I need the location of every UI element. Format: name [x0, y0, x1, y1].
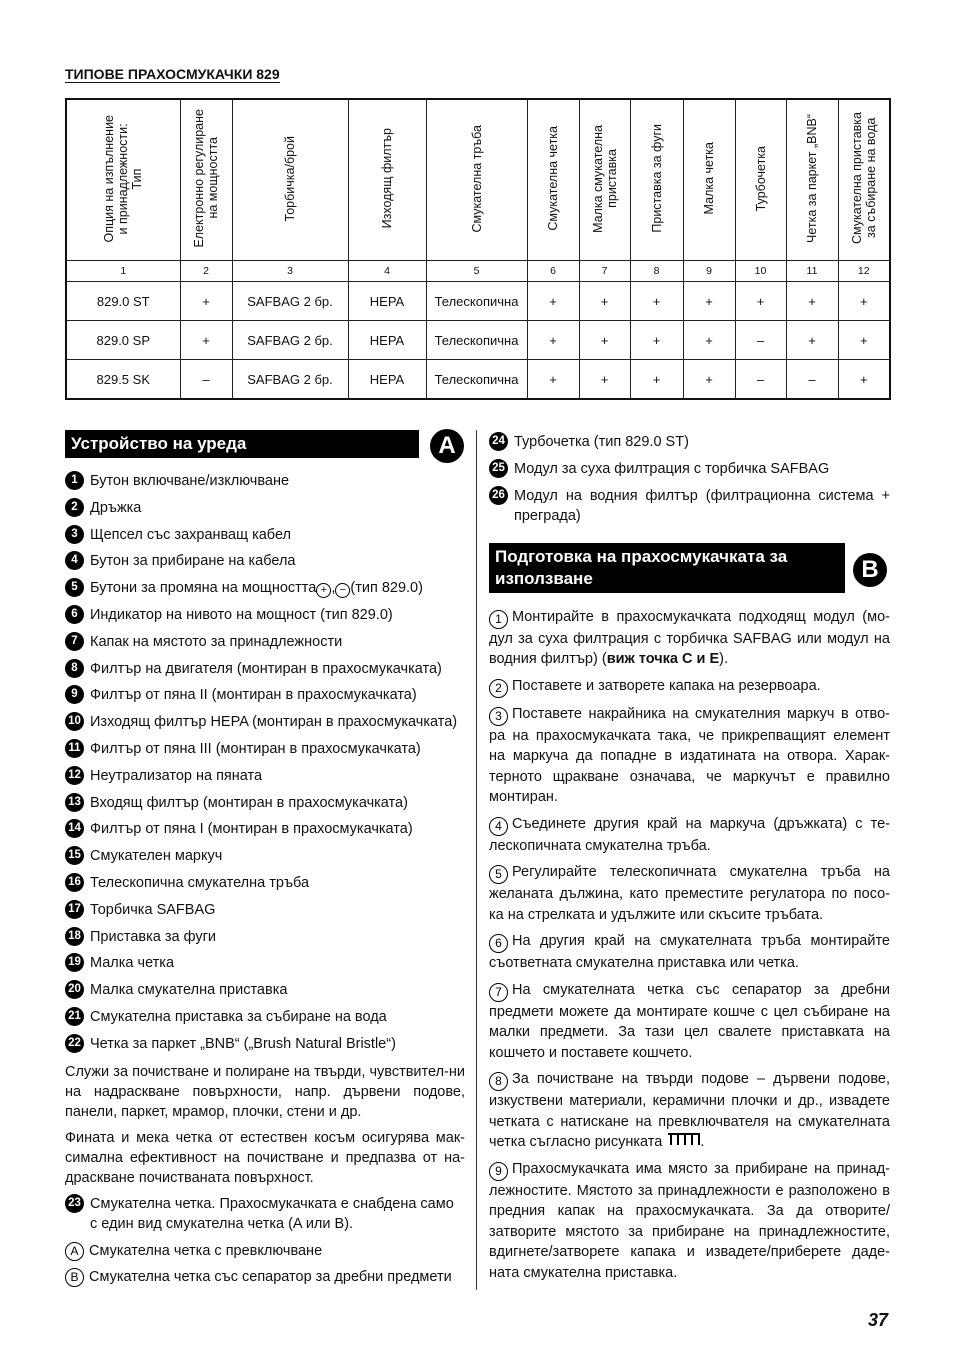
column-number: 3 [232, 261, 348, 282]
plus-circle-icon: + [316, 583, 331, 598]
list-item [489, 432, 890, 452]
step-item [489, 676, 890, 698]
table-cell: HEPA [348, 282, 426, 321]
column-number: 2 [180, 261, 232, 282]
step-item [489, 814, 890, 857]
header-text: Турбочетка [753, 145, 768, 212]
table-cell: + [630, 282, 683, 321]
step-item: 8 За почистване на твърди подове – дървени подове, изкуствени материали, керамични плочки и др., извадете четката с натискане на превключвателя на смукателната четка съгласно рисунката . [489, 1071, 890, 1151]
item-text: Бутон включване/изключване [90, 473, 290, 489]
item-text: Капак на мястото за принадлежности [90, 633, 343, 650]
item-number: 26 [489, 486, 508, 505]
column-number: 10 [735, 261, 786, 282]
header-text: Торбичка/брой [283, 135, 297, 222]
sub-list-item [65, 1241, 465, 1261]
item-text: Входящ филтър (монтиран в прахосмукачката) [90, 794, 408, 811]
list-item [65, 578, 465, 598]
step-number: 5 [489, 865, 508, 884]
item-text: Смукателен маркуч [90, 848, 223, 865]
item-number: 2 [65, 498, 84, 517]
minus-circle-icon: − [335, 583, 350, 598]
list-item [65, 1034, 465, 1054]
list-item [65, 685, 465, 705]
table-cell: SAFBAG 2 бр. [232, 321, 348, 360]
table-cell: + [683, 282, 735, 321]
header-text: Смукателна тръба [469, 124, 484, 233]
item-text: Неутрализатор на пяната [90, 767, 263, 784]
step-text: Регулирайте телескопичната смукателна тръба на желаната дължина, като преместите регулатора по посо-ка на стрелката и удължите или скъсите тръбата. [489, 864, 890, 923]
table-cell: SAFBAG 2 бр. [232, 360, 348, 400]
list-item [65, 980, 465, 1000]
table-cell: + [630, 321, 683, 360]
table-cell: Телескопична [426, 321, 527, 360]
list-item [65, 498, 465, 518]
table-cell: – [180, 360, 232, 400]
table-cell: + [579, 282, 630, 321]
item-text: Четка за паркет „BNB“ („Brush Natural Bristle“) [90, 1035, 396, 1052]
item-number: 10 [65, 712, 84, 731]
list-item [65, 471, 465, 491]
column-number: 9 [683, 261, 735, 282]
column-number: 12 [838, 261, 890, 282]
step-item [489, 704, 890, 808]
table-header-cell [180, 99, 232, 261]
table-cell: + [838, 282, 890, 321]
bnb-paragraph-1: Служи за почистване и полиране на твърди, чувствител-ни на надраскване повърхности, напр. дървени подове, панели, паркет, мрамор, плочки, стени и др. [65, 1063, 465, 1120]
item-number: 1 [65, 471, 84, 490]
section-a-heading: Устройство на уреда [65, 430, 419, 458]
table-header-cell [426, 99, 527, 261]
brush-icon [668, 1133, 700, 1147]
list-item-23 [65, 1194, 465, 1234]
list-item [65, 873, 465, 893]
table-header-cell [232, 99, 348, 261]
right-column [489, 430, 890, 1289]
step-text: На смукателната четка със сепаратор за дребни предмети можете да монтирате кошче с цел събиране на малки предмети. За тази цел свалете приставката на кошчето и поставете кошчето. [489, 981, 890, 1061]
table-cell: SAFBAG 2 бр. [232, 282, 348, 321]
table-cell: + [579, 360, 630, 400]
item-number: 24 [489, 432, 508, 451]
header-text: Смукателна приставка за събиране на вода [849, 112, 878, 245]
step-number: 8 [489, 1072, 508, 1091]
item-number: 4 [65, 551, 84, 570]
column-number: 11 [786, 261, 838, 282]
header-text: Опция на изпълнение и принадлежности: Тип [102, 114, 145, 243]
list-item [65, 605, 465, 625]
page-number: 37 [867, 1310, 888, 1330]
table-cell: HEPA [348, 360, 426, 400]
table-row [66, 282, 890, 321]
table-row [66, 321, 890, 360]
step-number: 6 [489, 934, 508, 953]
table-header-cell [838, 99, 890, 261]
item-number: 20 [65, 980, 84, 999]
item-text: Модул за суха филтрация с торбичка SAFBAG [514, 460, 830, 477]
table-cell: 829.5 SK [66, 360, 180, 400]
step-number: 7 [489, 983, 508, 1002]
list-item [65, 739, 465, 759]
list-item [65, 632, 465, 652]
sub-item-letter: B [65, 1268, 84, 1287]
table-cell: + [630, 360, 683, 400]
sub-list-item [65, 1267, 465, 1287]
column-number: 1 [66, 261, 180, 282]
step-text: Монтирайте в прахосмукачката подходящ модул (мо-дул за суха филтрация с торбичка SAFBAG или модул на водния филтър) ( [489, 608, 890, 668]
item-number: 19 [65, 953, 84, 972]
item-number: 8 [65, 659, 84, 678]
item-text: Малка смукателна приставка [90, 982, 288, 999]
item-text: Филтър от пяна I (монтиран в прахосмукачката) [90, 821, 413, 838]
item-text: Малка четка [90, 955, 175, 972]
table-cell: + [735, 282, 786, 321]
step-bold: виж точка C и E [606, 651, 720, 668]
column-number: 7 [579, 261, 630, 282]
page-title: ТИПОВЕ ПРАХОСМУКАЧКИ 829 [65, 66, 280, 82]
table-header-cell [527, 99, 579, 261]
item-number: 21 [65, 1007, 84, 1026]
item-text: Дръжка [90, 499, 142, 516]
table-cell: + [838, 321, 890, 360]
sub-item-text: Смукателна четка с превключване [89, 1242, 323, 1259]
list-item [65, 1007, 465, 1027]
sub-item-text: Смукателна четка със сепаратор за дребни предмети [89, 1269, 452, 1286]
table-header-cell [786, 99, 838, 261]
list-item [65, 525, 465, 545]
column-divider [476, 430, 477, 1290]
item-number: 12 [65, 766, 84, 785]
sub-item-letter: A [65, 1242, 84, 1261]
table-header-cell [348, 99, 426, 261]
step-number: 9 [489, 1162, 508, 1181]
item-text: Смукателна четка. Прахосмукачката е снабдена само с един вид смукателна четка (A или B). [90, 1195, 454, 1232]
header-text: Смукателна четка [546, 126, 560, 231]
item-number: 23 [65, 1194, 84, 1213]
step-text: За почистване на твърди подове – дървени подове, изкуствени материали, керамични плочки и др., извадете четката с натискане на превключвателя на смукателната четка съгласно рисунката [489, 1071, 890, 1151]
item-number: 6 [65, 605, 84, 624]
list-item [65, 793, 465, 813]
list-item [65, 900, 465, 920]
column-number: 4 [348, 261, 426, 282]
column-number: 5 [426, 261, 527, 282]
list-item [65, 846, 465, 866]
header-text: Малка четка [702, 142, 716, 215]
table-cell: + [683, 360, 735, 400]
step-item [489, 607, 890, 670]
table-cell: 829.0 SP [66, 321, 180, 360]
table-cell: + [786, 321, 838, 360]
table-cell: + [838, 360, 890, 400]
item-text: Изходящ филтър HEPA (монтиран в прахосмукачката) [90, 714, 458, 731]
item-text: Филтър от пяна III (монтиран в прахосмукачката) [90, 740, 421, 757]
step-tail: ). [719, 651, 728, 668]
table-cell: + [527, 282, 579, 321]
table-cell: + [683, 321, 735, 360]
step-item [489, 1159, 890, 1284]
step-text: На другия край на смукателната тръба монтирайте съответната смукателна приставка или четка. [489, 933, 890, 972]
section-b-letter: B [853, 553, 887, 587]
table-cell: + [786, 282, 838, 321]
item-number: 18 [65, 927, 84, 946]
table-cell: – [735, 360, 786, 400]
section-a-letter: A [430, 429, 464, 463]
list-item [65, 819, 465, 839]
item-number: 3 [65, 525, 84, 544]
item-number: 15 [65, 846, 84, 865]
item-text: Модул на водния филтър (филтрационна система + преграда) [514, 487, 890, 524]
item-number: 17 [65, 900, 84, 919]
table-cell: + [527, 360, 579, 400]
bnb-paragraph-2: Фината и мека четка от естествен косъм осигурява мак-симална ефективност на почистване и предпазва от на-драскване почистваната повърхност. [65, 1129, 465, 1186]
table-cell: – [735, 321, 786, 360]
step-item [489, 862, 890, 925]
table-cell: Телескопична [426, 360, 527, 400]
item-number: 11 [65, 739, 84, 758]
header-text: Четка за паркет „BNB“ [805, 114, 819, 243]
item-number: 5 [65, 578, 84, 597]
step-text: Поставете и затворете капака на резервоара. [512, 677, 821, 694]
item-number: 9 [65, 685, 84, 704]
power-symbols: + , − [316, 578, 350, 598]
list-item [65, 659, 465, 679]
list-item [489, 459, 890, 479]
list-item [65, 766, 465, 786]
item-number: 25 [489, 459, 508, 478]
header-text: Приставка за фуги [649, 124, 664, 233]
column-number: 8 [630, 261, 683, 282]
table-cell: + [180, 321, 232, 360]
item-number: 13 [65, 793, 84, 812]
table-cell: + [527, 321, 579, 360]
item-text: Турбочетка (тип 829.0 ST) [514, 434, 689, 450]
header-text: Изходящ филтър [380, 128, 394, 229]
item-text: Бутон за прибиране на кабела [90, 553, 296, 570]
item-text: Филтър от пяна II (монтиран в прахосмукачката) [90, 687, 417, 704]
left-column [65, 430, 465, 1294]
list-item [65, 712, 465, 732]
step-number: 1 [489, 610, 508, 629]
item-text: Телескопична смукателна тръба [90, 874, 310, 891]
table-header-cell [66, 99, 180, 261]
table-header-cell [683, 99, 735, 261]
header-text: Електронно регулиране на мощността [192, 109, 220, 248]
table-cell: + [579, 321, 630, 360]
step-text: Прахосмукачката има място за прибиране на принад-лежностите. Мястото за принадлежности е разположено в предния капак на прахосмукачката. За да отворите/ затворите мястото за прибиране на принадлежностите, вдигнете/затворете капака и извадете/приберете даде-ната смукателна приставка. [489, 1160, 890, 1281]
section-b-heading: Подготовка на прахосмукачката за използване [489, 543, 845, 593]
item-text: Торбичка SAFBAG [90, 901, 216, 918]
item-number: 14 [65, 819, 84, 838]
step-number: 2 [489, 679, 508, 698]
table-header-cell [630, 99, 683, 261]
step-text: Поставете накрайника на смукателния маркуч в отво-ра на прахосмукачката така, че прикрепващият елемент на маркуча да попадне в издатината на отвора. Харак-терното щракване означава, че маркучът е правилно монтиран. [489, 705, 890, 806]
item-text: Филтър на двигателя (монтиран в прахосмукачката) [90, 660, 442, 677]
step-text: Съединете другия край на маркуча (дръжката) с те-лескопичната смукателна тръба. [489, 815, 890, 854]
types-table [65, 98, 891, 400]
item-text: Смукателна приставка за събиране на вода [90, 1008, 387, 1025]
table-cell: + [180, 282, 232, 321]
column-number: 6 [527, 261, 579, 282]
header-text: Малка смукателна приставка [590, 124, 619, 233]
item-suffix: (тип 829.0) [350, 580, 423, 597]
step-item [489, 980, 890, 1064]
step-item [489, 931, 890, 974]
item-number: 7 [65, 632, 84, 651]
list-item [489, 486, 890, 526]
table-cell: – [786, 360, 838, 400]
item-number: 16 [65, 873, 84, 892]
item-number: 22 [65, 1034, 84, 1053]
item-text: Индикатор на нивото на мощност (тип 829.0) [90, 606, 393, 623]
item-text: Бутони за промяна на мощността [90, 580, 317, 597]
step-number: 3 [489, 707, 508, 726]
table-cell: Телескопична [426, 282, 527, 321]
list-item [65, 551, 465, 571]
table-cell: 829.0 ST [66, 282, 180, 321]
item-text: Щепсел със захранващ кабел [90, 526, 291, 543]
table-cell: HEPA [348, 321, 426, 360]
item-text: Приставка за фуги [90, 928, 216, 945]
table-header-cell [735, 99, 786, 261]
table-header-cell [579, 99, 630, 261]
list-item [65, 953, 465, 973]
table-row [66, 360, 890, 400]
list-item [65, 927, 465, 947]
step-number: 4 [489, 817, 508, 836]
section-a-list [65, 471, 465, 1054]
